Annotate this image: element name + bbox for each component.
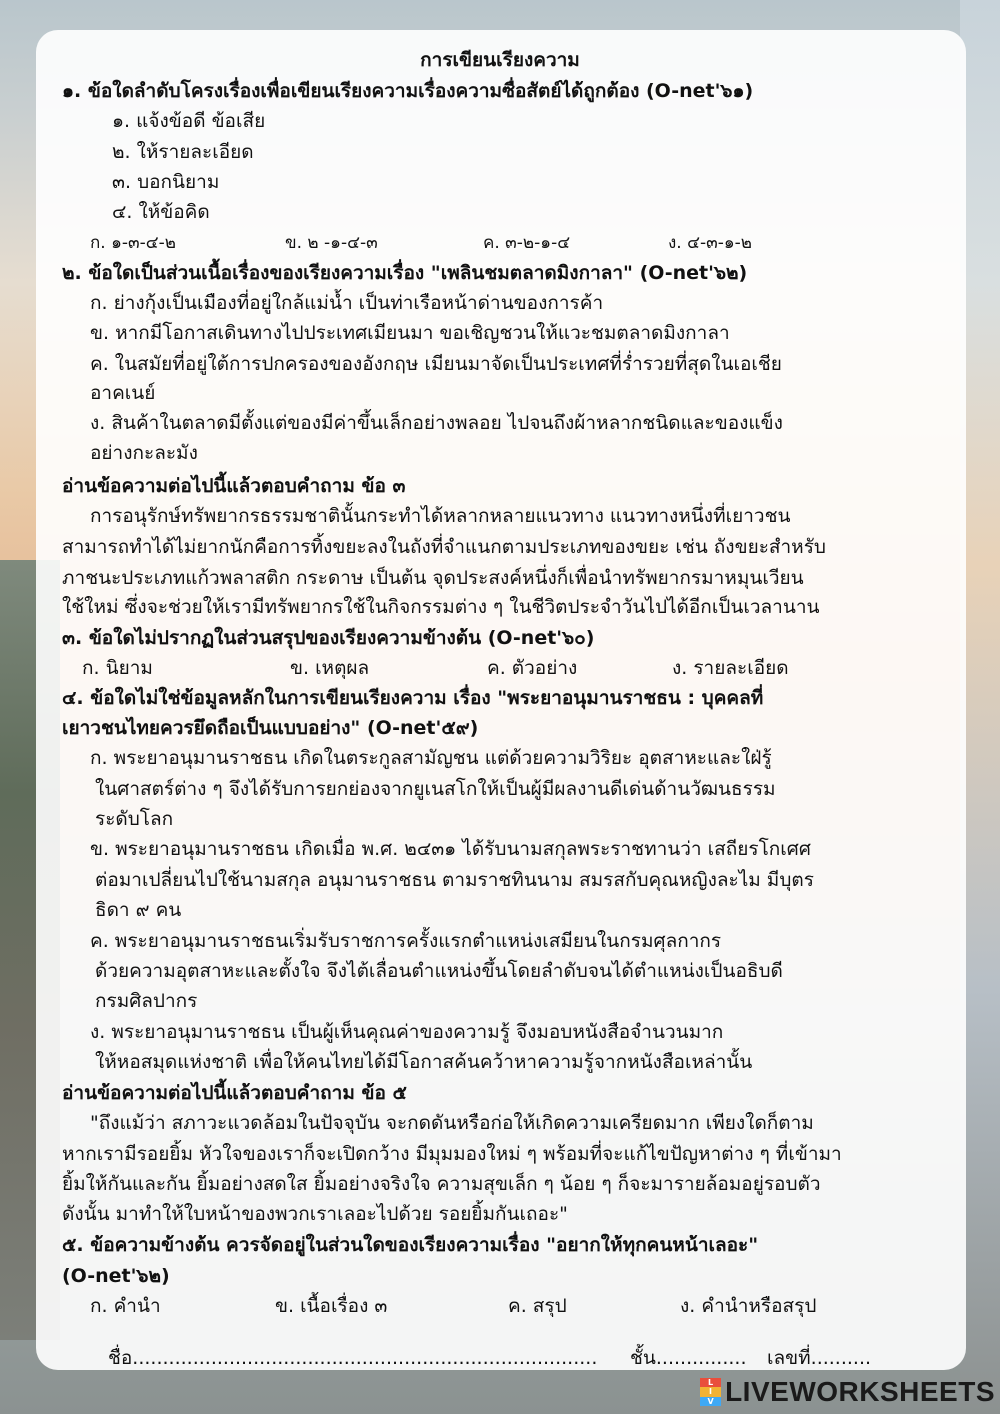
q4-question: ๔. ข้อใดไม่ใช่ข้อมูลหลักในการเขียนเรียงความ เรื่อง "พระยาอนุมานราชธน : บุคคลที่: [62, 687, 764, 709]
q1-item: ๔. ให้ข้อคิด: [112, 201, 210, 223]
q4-question-cont: เยาวชนไทยควรยึดถือเป็นแบบอย่าง" (O-net'๕๙): [62, 717, 479, 739]
q4-choice-b-cont: ต่อมาเปลี่ยนไปใช้นามสกุล อนุมานราชธน ตามราชทินนาม สมรสกับคุณหญิงละไม มีบุตร: [95, 869, 814, 891]
q1-item: ๑. แจ้งข้อดี ข้อเสีย: [112, 110, 266, 132]
q4-choice-c-cont: กรมศิลปากร: [95, 990, 198, 1012]
read5-line: ยิ้มให้กันและกัน ยิ้มอย่างสดใส ยิ้มอย่างจริงใจ ความสุขเล็ก ๆ น้อย ๆ ก็จะมารายล้อมอยู่รอบตัว: [62, 1173, 821, 1195]
q4-choice-a-cont: ในศาสตร์ต่าง ๆ จึงได้รับการยกย่องจากยูเนสโกให้เป็นผู้มีผลงานดีเด่นด้านวัฒนธรรม: [95, 778, 776, 800]
q3-choice-d[interactable]: ง. รายละเอียด: [672, 657, 789, 679]
q2-choice-c-cont: อาคเนย์: [90, 382, 156, 404]
q4-choice-a[interactable]: ก. พระยาอนุมานราชธน เกิดในตระกูลสามัญชน แต่ด้วยความวิริยะ อุตสาหะและใฝ่รู้: [90, 747, 772, 769]
q3-choice-c[interactable]: ค. ตัวอย่าง: [487, 657, 578, 679]
background-scenery-right: [960, 0, 1000, 1414]
liveworksheets-logo: [700, 1377, 995, 1407]
read5-line: ดังนั้น มาทำให้ใบหน้าของพวกเราเลอะไปด้วย รอยยิ้มกันเถอะ": [62, 1203, 568, 1225]
read3-line: การอนุรักษ์ทรัพยากรธรรมชาตินั้นกระทำได้หลากหลายแนวทาง แนวทางหนึ่งที่เยาวชน: [90, 505, 791, 527]
q2-choice-d-cont: อย่างกะละมัง: [90, 442, 198, 464]
q5-choice-a[interactable]: ก. คำนำ: [90, 1295, 161, 1317]
q4-choice-c[interactable]: ค. พระยาอนุมานราชธนเริ่มรับราชการครั้งแรกตำแหน่งเสมียนในกรมศุลกากร: [90, 930, 722, 952]
q5-choice-b[interactable]: ข. เนื้อเรื่อง ๓: [275, 1295, 388, 1317]
q1-question: ๑. ข้อใดลำดับโครงเรื่องเพื่อเขียนเรียงความเรื่องความซื่อสัตย์ได้ถูกต้อง (O-net'๖๑): [62, 80, 754, 102]
student-class-field[interactable]: ชั้น...............: [630, 1347, 747, 1369]
q4-choice-b-cont: ธิดา ๙ คน: [95, 899, 182, 921]
q5-choice-d[interactable]: ง. คำนำหรือสรุป: [680, 1295, 817, 1317]
q3-question: ๓. ข้อใดไม่ปรากฏในส่วนสรุปของเรียงความข้างต้น (O-net'๖๐): [62, 627, 595, 649]
q1-choice-c[interactable]: ค. ๓-๒-๑-๔: [483, 233, 571, 253]
read3-line: ภาชนะประเภทแก้วพลาสติก กระดาษ เป็นต้น จุดประสงค์หนึ่งก็เพื่อนำทรัพยากรมาหมุนเวียน: [62, 567, 804, 589]
q5-choice-c[interactable]: ค. สรุป: [508, 1295, 567, 1317]
read3-heading: อ่านข้อความต่อไปนี้แล้วตอบคำถาม ข้อ ๓: [62, 475, 406, 497]
q2-choice-c[interactable]: ค. ในสมัยที่อยู่ใต้การปกครองของอังกฤษ เมียนมาจัดเป็นประเทศที่ร่ำรวยที่สุดในเอเชีย: [90, 353, 782, 375]
q4-choice-d[interactable]: ง. พระยาอนุมานราชธน เป็นผู้เห็นคุณค่าของความรู้ จึงมอบหนังสือจำนวนมาก: [90, 1021, 724, 1043]
q2-choice-b[interactable]: ข. หากมีโอกาสเดินทางไปประเทศเมียนมา ขอเชิญชวนให้แวะชมตลาดมิงกาลา: [90, 322, 730, 344]
read5-line: "ถึงแม้ว่า สภาวะแวดล้อมในปัจจุบัน จะกดดันหรือก่อให้เกิดความเครียดมาก เพียงใดก็ตาม: [90, 1112, 814, 1134]
q2-choice-d[interactable]: ง. สินค้าในตลาดมีตั้งแต่ของมีค่าขึ้นเล็กอย่างพลอย ไปจนถึงผ้าหลากชนิดและของแข็ง: [90, 412, 783, 434]
read5-heading: อ่านข้อความต่อไปนี้แล้วตอบคำถาม ข้อ ๕: [62, 1082, 407, 1104]
q1-choice-d[interactable]: ง. ๔-๓-๑-๒: [668, 233, 752, 253]
q4-choice-b[interactable]: ข. พระยาอนุมานราชธน เกิดเมื่อ พ.ศ. ๒๔๓๑ ได้รับนามสกุลพระราชทานว่า เสถียรโกเศศ: [90, 838, 811, 860]
q5-question-cont: (O-net'๖๒): [62, 1265, 170, 1287]
q1-choice-b[interactable]: ข. ๒ -๑-๔-๓: [285, 233, 378, 253]
logo-mark-icon: L I V: [700, 1378, 721, 1406]
q1-choice-a[interactable]: ก. ๑-๓-๔-๒: [90, 233, 176, 253]
q4-choice-c-cont: ด้วยความอุตสาหะและตั้งใจ จึงไต้เลื่อนตำแหน่งขึ้นโดยลำดับจนได้ตำแหน่งเป็นอธิบดี: [95, 960, 783, 982]
student-number-field[interactable]: เลขที่..........: [767, 1347, 872, 1369]
q2-question: ๒. ข้อใดเป็นส่วนเนื้อเรื่องของเรียงความเรื่อง "เพลินชมตลาดมิงกาลา" (O-net'๖๒): [62, 262, 748, 284]
q1-item: ๓. บอกนิยาม: [112, 171, 220, 193]
q3-choice-a[interactable]: ก. นิยาม: [82, 657, 153, 679]
student-name-field[interactable]: ชื่อ.............................................................................: [108, 1347, 598, 1369]
logo-text: LIVEWORKSHEETS: [725, 1376, 995, 1407]
page-title: การเขียนเรียงความ: [420, 49, 580, 71]
q1-item: ๒. ให้รายละเอียด: [112, 141, 254, 163]
q4-choice-a-cont: ระดับโลก: [95, 808, 174, 830]
q2-choice-a[interactable]: ก. ย่างกุ้งเป็นเมืองที่อยู่ใกล้แม่น้ำ เป็นท่าเรือหน้าด่านของการค้า: [90, 292, 604, 314]
q5-question: ๕. ข้อความข้างต้น ควรจัดอยู่ในส่วนใดของเรียงความเรื่อง "อยากให้ทุกคนหน้าเลอะ": [62, 1234, 759, 1256]
read3-line: ใช้ใหม่ ซึ่งจะช่วยให้เรามีทรัพยากรใช้ในกิจกรรมต่าง ๆ ในชีวิตประจำวันไปได้อีกเป็นเวลานาน: [62, 596, 820, 618]
q4-choice-d-cont: ให้หอสมุดแห่งชาติ เพื่อให้คนไทยได้มีโอกาสค้นคว้าหาความรู้จากหนังสือเหล่านั้น: [95, 1051, 753, 1073]
read3-line: สามารถทำได้ไม่ยากนักคือการทิ้งขยะลงในถังที่จำแนกตามประเภทของขยะ เช่น ถังขยะสำหรับ: [62, 536, 826, 558]
q3-choice-b[interactable]: ข. เหตุผล: [290, 657, 370, 679]
read5-line: หากเรามีรอยยิ้ม หัวใจของเราก็จะเปิดกว้าง มีมุมมองใหม่ ๆ พร้อมที่จะแก้ไขปัญหาต่าง ๆ ที่เข้ามา: [62, 1143, 842, 1165]
